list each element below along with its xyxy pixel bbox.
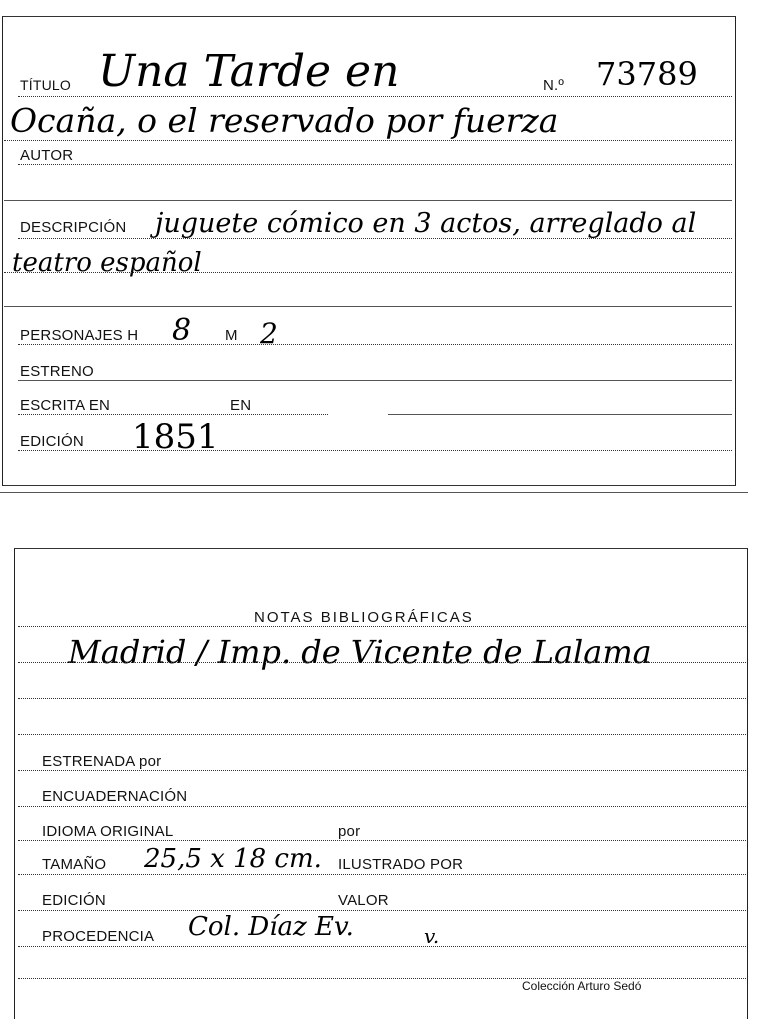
escrita-rule-1 (18, 414, 328, 415)
idioma-rule (18, 840, 746, 841)
tamano-value: 25,5 x 18 cm. (144, 844, 322, 874)
personajes-label: PERSONAJES H (20, 327, 139, 344)
autor-label: AUTOR (20, 147, 74, 164)
personajes-h-value: 8 (172, 313, 192, 348)
estrenada-label: ESTRENADA por (42, 753, 162, 770)
idioma-label: IDIOMA ORIGINAL (42, 823, 174, 840)
edicion-rule (18, 450, 732, 451)
notas-value: Madrid / Imp. de Vicente de Lalama (68, 633, 652, 671)
descripcion-rule (18, 238, 732, 239)
tamano-rule (18, 874, 746, 875)
personajes-m-value: 2 (260, 317, 278, 350)
edicion-label-bottom: EDICIÓN (42, 892, 106, 909)
notas-rule-3 (18, 698, 746, 699)
estreno-label: ESTRENO (20, 363, 94, 380)
personajes-m-label: M (225, 327, 238, 344)
titulo-rule-2 (4, 140, 732, 141)
top-base-rule (0, 492, 748, 493)
descripcion-rule-2 (4, 272, 732, 273)
procedencia-extra: v. (424, 924, 440, 948)
notas-rule-4 (18, 734, 746, 735)
edicion-label-top: EDICIÓN (20, 433, 84, 450)
autor-rule (18, 164, 732, 165)
por-label: por (338, 823, 361, 840)
autor-rule-2 (4, 200, 732, 201)
valor-label: VALOR (338, 892, 389, 909)
titulo-value-line2: Ocaña, o el reservado por fuerza (10, 101, 559, 140)
encuadernacion-rule (18, 806, 746, 807)
escrita-rule-2 (388, 414, 732, 415)
descripcion-value-line1: juguete cómico en 3 actos, arreglado al (155, 208, 697, 239)
titulo-value-line1: Una Tarde en (98, 46, 400, 97)
descripcion-label: DESCRIPCIÓN (20, 219, 127, 236)
edicion-valor-rule (18, 910, 746, 911)
estrenada-rule (18, 770, 746, 771)
descripcion-rule-3 (4, 306, 732, 307)
numero-value: 73789 (596, 55, 698, 93)
procedencia-value: Col. Díaz Ev. (188, 912, 354, 942)
encuadernacion-label: ENCUADERNACIÓN (42, 788, 188, 805)
coleccion-stamp: Colección Arturo Sedó (522, 979, 642, 993)
descripcion-value-line2: teatro español (12, 248, 202, 278)
escrita-en-label: ESCRITA EN (20, 397, 111, 414)
estreno-rule (18, 380, 732, 381)
notas-rule-2 (18, 662, 746, 663)
titulo-rule (18, 96, 732, 97)
notas-rule (18, 626, 746, 627)
titulo-label: TÍTULO (20, 77, 71, 93)
tamano-label: TAMAÑO (42, 856, 107, 873)
en-label: EN (230, 397, 252, 414)
ilustrado-label: ILUSTRADO POR (338, 856, 464, 873)
procedencia-label: PROCEDENCIA (42, 928, 155, 945)
notas-label: NOTAS BIBLIOGRÁFICAS (254, 609, 474, 626)
edicion-value-top: 1851 (132, 417, 219, 457)
personajes-rule (18, 344, 732, 345)
procedencia-rule (18, 946, 746, 947)
numero-label: N.º (543, 77, 565, 94)
